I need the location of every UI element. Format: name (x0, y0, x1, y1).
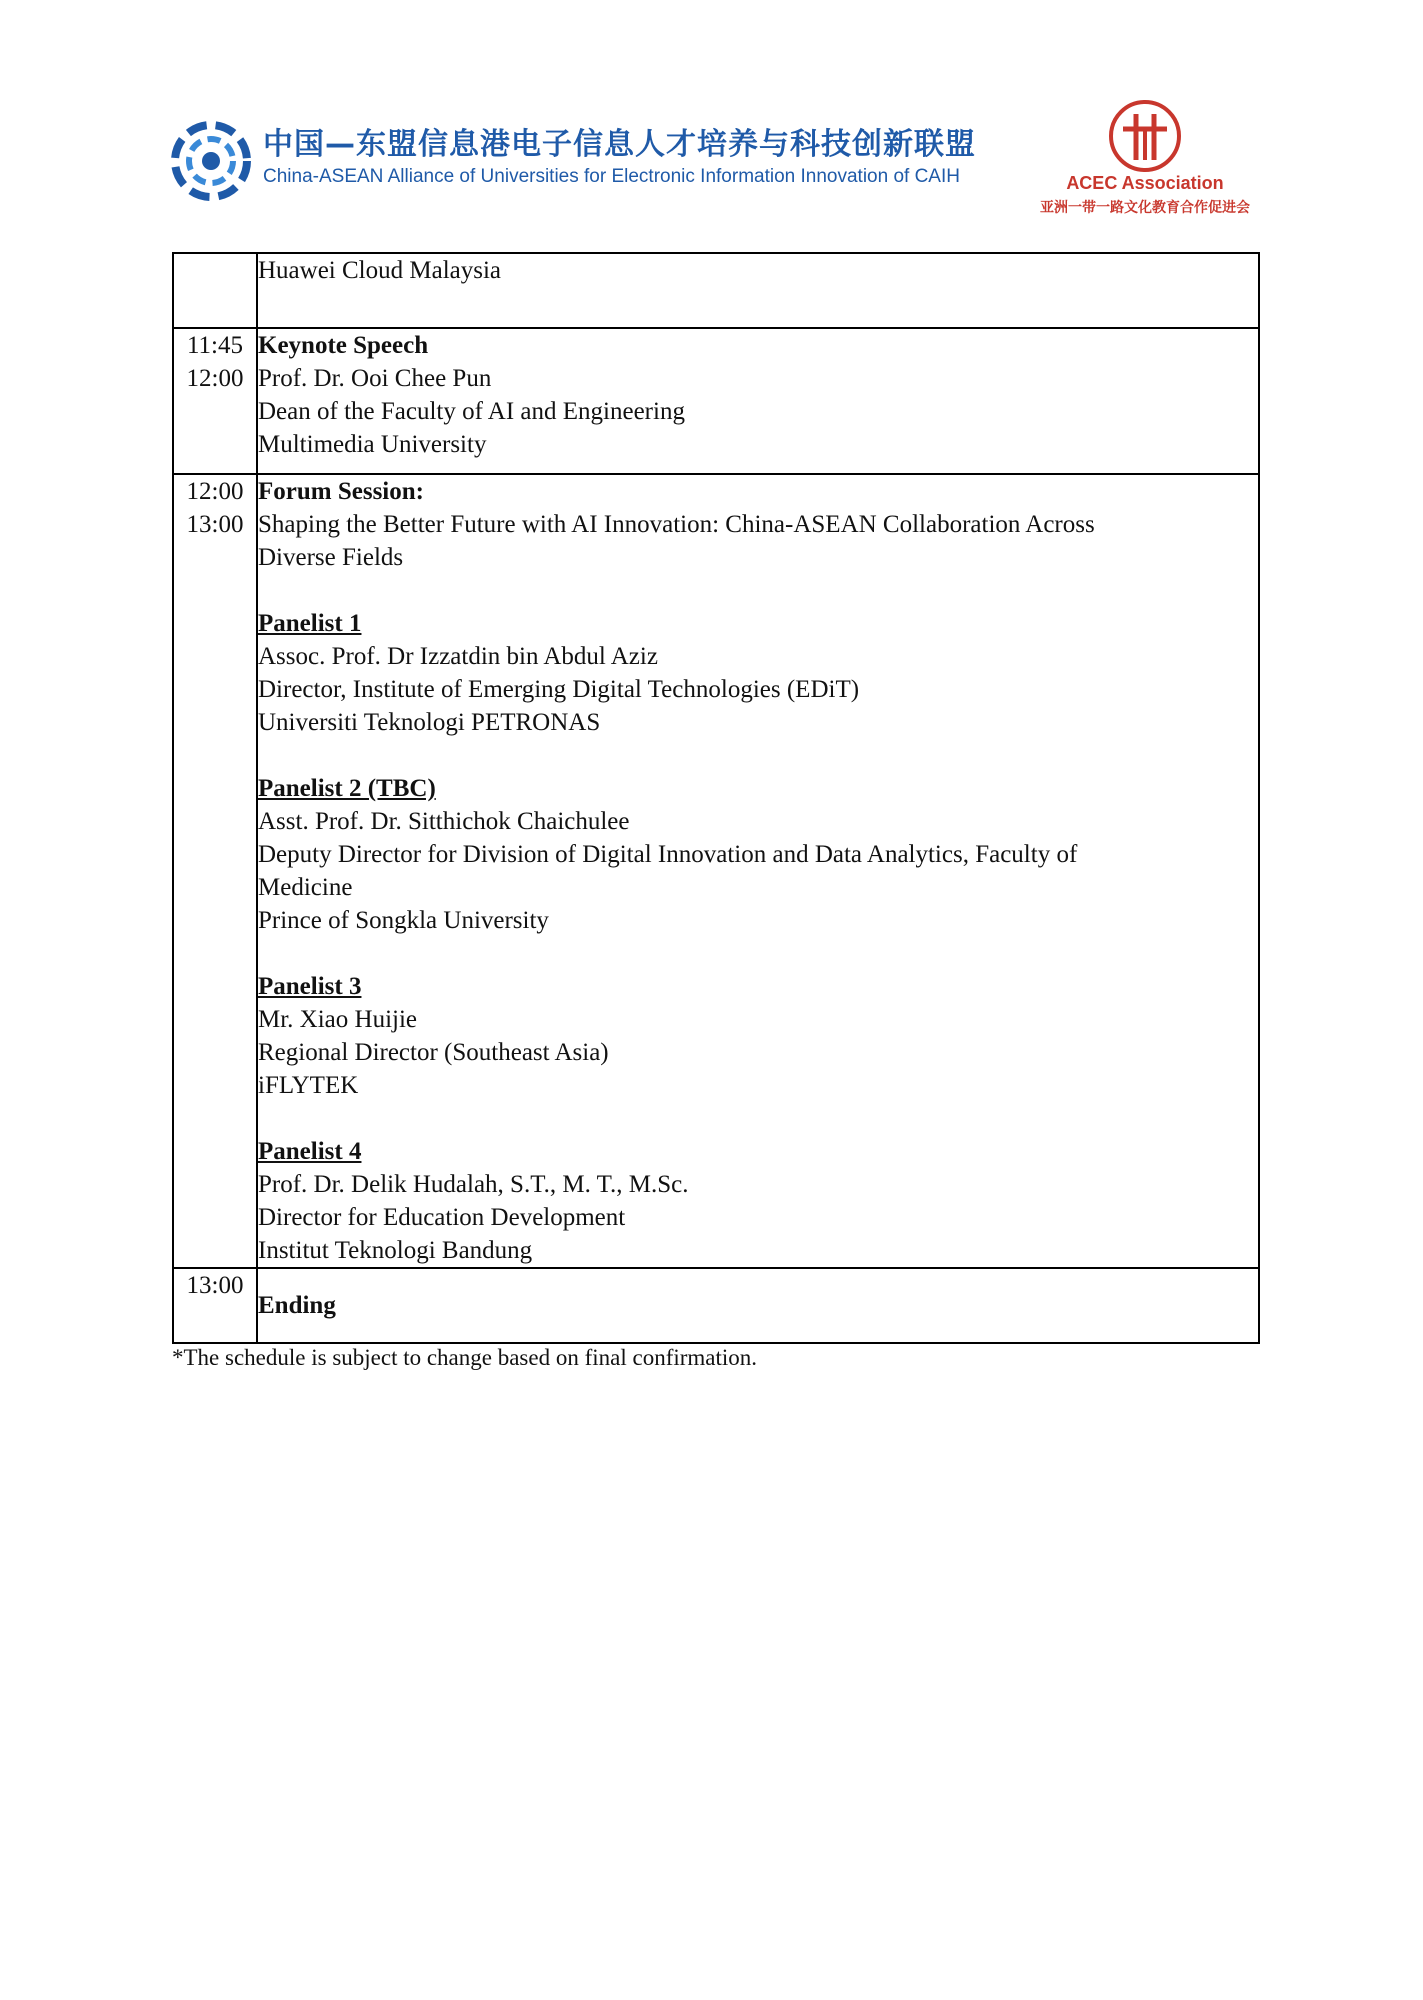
association-name: ACEC Association (1066, 173, 1224, 193)
time-end: 13:00 (186, 511, 244, 538)
session-title: Ending (258, 1292, 336, 1319)
schedule-note: *The schedule is subject to change based on final confirmation. (172, 1345, 758, 1370)
panelist-role: Director, Institute of Emerging Digital Technologies (EDiT) (258, 676, 860, 703)
panelist-name: Mr. Xiao Huijie (258, 1006, 418, 1033)
panelist-label: Panelist 3 (258, 973, 362, 1000)
panelist-role: Medicine (258, 874, 353, 901)
content-cell (257, 1268, 1259, 1343)
schedule-row (173, 253, 1259, 328)
acec-emblem-icon (1105, 96, 1185, 176)
panelist-organization: Universiti Teknologi PETRONAS (258, 709, 601, 736)
time-end: 12:00 (186, 365, 244, 392)
time-cell: 13:00 (173, 1268, 257, 1343)
panelist-name: Asst. Prof. Dr. Sitthichok Chaichulee (258, 808, 630, 835)
alliance-name-cn: 中国—东盟信息港电子信息人才培养与科技创新联盟 (263, 127, 976, 162)
panelist-role: Deputy Director for Division of Digital Innovation and Data Analytics, Faculty of (258, 841, 1078, 868)
content-cell (257, 328, 1259, 474)
time-cell (173, 328, 257, 474)
panelist-label: Panelist 1 (258, 610, 362, 637)
schedule-row (173, 1268, 1259, 1343)
panelist-role: Regional Director (Southeast Asia) (258, 1039, 609, 1066)
speaker-organization: Multimedia University (258, 431, 487, 458)
schedule-table (172, 252, 1260, 1344)
forum-topic: Diverse Fields (258, 544, 404, 571)
speaker-role: Dean of the Faculty of AI and Engineering (258, 398, 685, 425)
panelist-label: Panelist 2 (TBC) (258, 775, 436, 802)
time-cell (173, 253, 257, 328)
forum-topic: Shaping the Better Future with AI Innovation: China-ASEAN Collaboration Across (258, 511, 1095, 538)
time-cell (173, 474, 257, 1268)
content-cell (257, 253, 1259, 328)
panelist-organization: Prince of Songkla University (258, 907, 549, 934)
panelist-organization: iFLYTEK (258, 1072, 359, 1099)
schedule-row (173, 474, 1259, 1268)
panelist-label: Panelist 4 (258, 1138, 362, 1165)
session-title: Keynote Speech (258, 332, 429, 359)
organization-text: Huawei Cloud Malaysia (258, 257, 502, 284)
speaker-name: Prof. Dr. Ooi Chee Pun (258, 365, 492, 392)
schedule-row (173, 328, 1259, 474)
time-start: 11:45 (186, 332, 244, 359)
alliance-name-en: China-ASEAN Alliance of Universities for Electronic Information Innovation of CAIH (263, 166, 960, 187)
letterhead (0, 0, 1423, 230)
time-start: 12:00 (186, 478, 244, 505)
association-name-cn: 亚洲一带一路文化教育合作促进会 (1040, 200, 1250, 216)
session-title: Forum Session: (258, 478, 424, 505)
panelist-name: Assoc. Prof. Dr Izzatdin bin Abdul Aziz (258, 643, 658, 670)
panelist-name: Prof. Dr. Delik Hudalah, S.T., M. T., M.Sc. (258, 1171, 689, 1198)
content-cell (257, 474, 1259, 1268)
panelist-role: Director for Education Development (258, 1204, 626, 1231)
panelist-organization: Institut Teknologi Bandung (258, 1237, 533, 1264)
caih-alliance-logo-icon (170, 120, 252, 202)
